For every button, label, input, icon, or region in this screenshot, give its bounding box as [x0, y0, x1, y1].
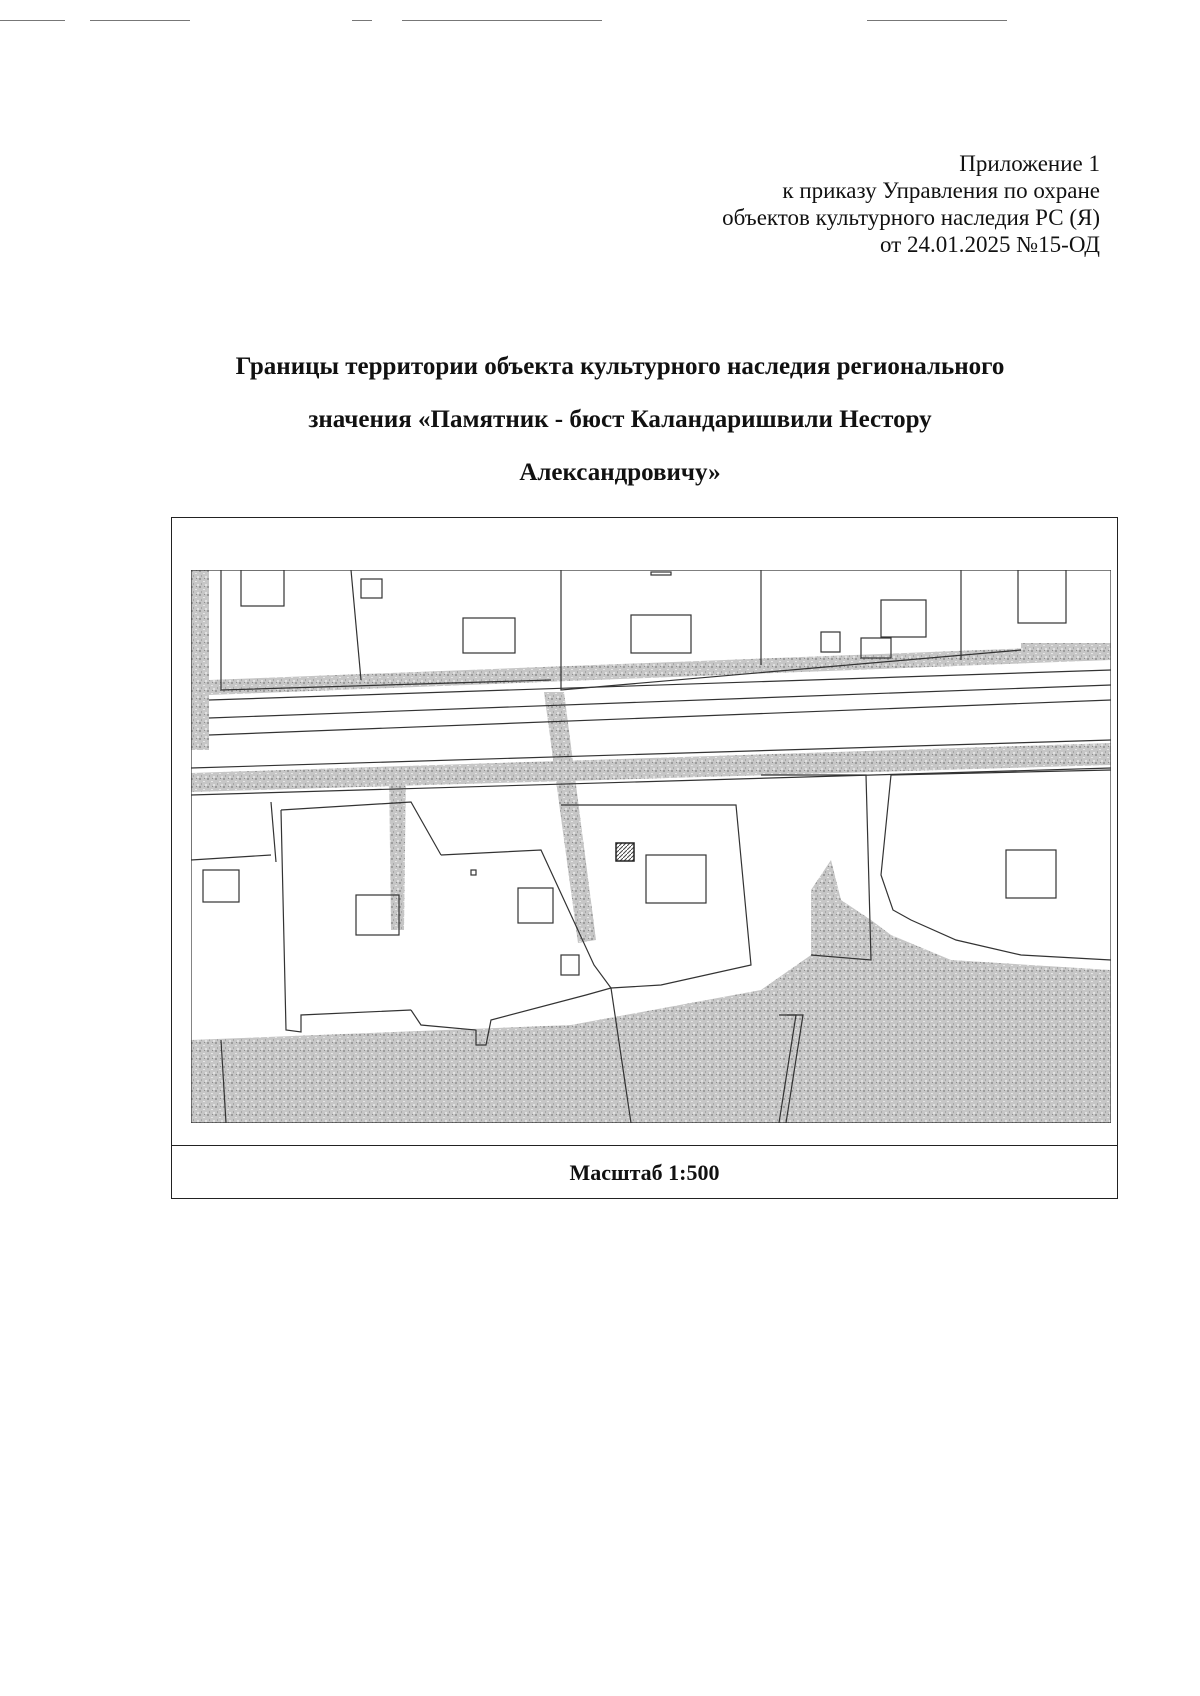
appendix-header [722, 150, 1100, 258]
scale-row [172, 1145, 1117, 1200]
cadastral-map [191, 570, 1111, 1123]
title-line-1: Границы территории объекта культурного наследия регионального [235, 353, 1005, 380]
order-reference: к приказу Управления по охране [782, 178, 1100, 203]
scan-edge-line [0, 20, 65, 21]
scan-edge-line [90, 20, 190, 21]
page-title [120, 340, 1120, 499]
title-line-3: Александровичу» [519, 459, 721, 486]
issuing-authority: объектов культурного наследия РС (Я) [722, 205, 1100, 230]
monument-bust-marker [616, 843, 634, 861]
scan-edge-line [402, 20, 602, 21]
scan-edge-line [352, 20, 372, 21]
scale-label: Масштаб 1:500 [569, 1160, 720, 1185]
appendix-number: Приложение 1 [959, 151, 1100, 176]
title-line-2: значения «Памятник - бюст Каландаришвили Нестору [308, 406, 932, 433]
order-date-number: от 24.01.2025 №15-ОД [879, 232, 1100, 257]
scan-edge-line [867, 20, 1007, 21]
map-frame [171, 517, 1118, 1199]
